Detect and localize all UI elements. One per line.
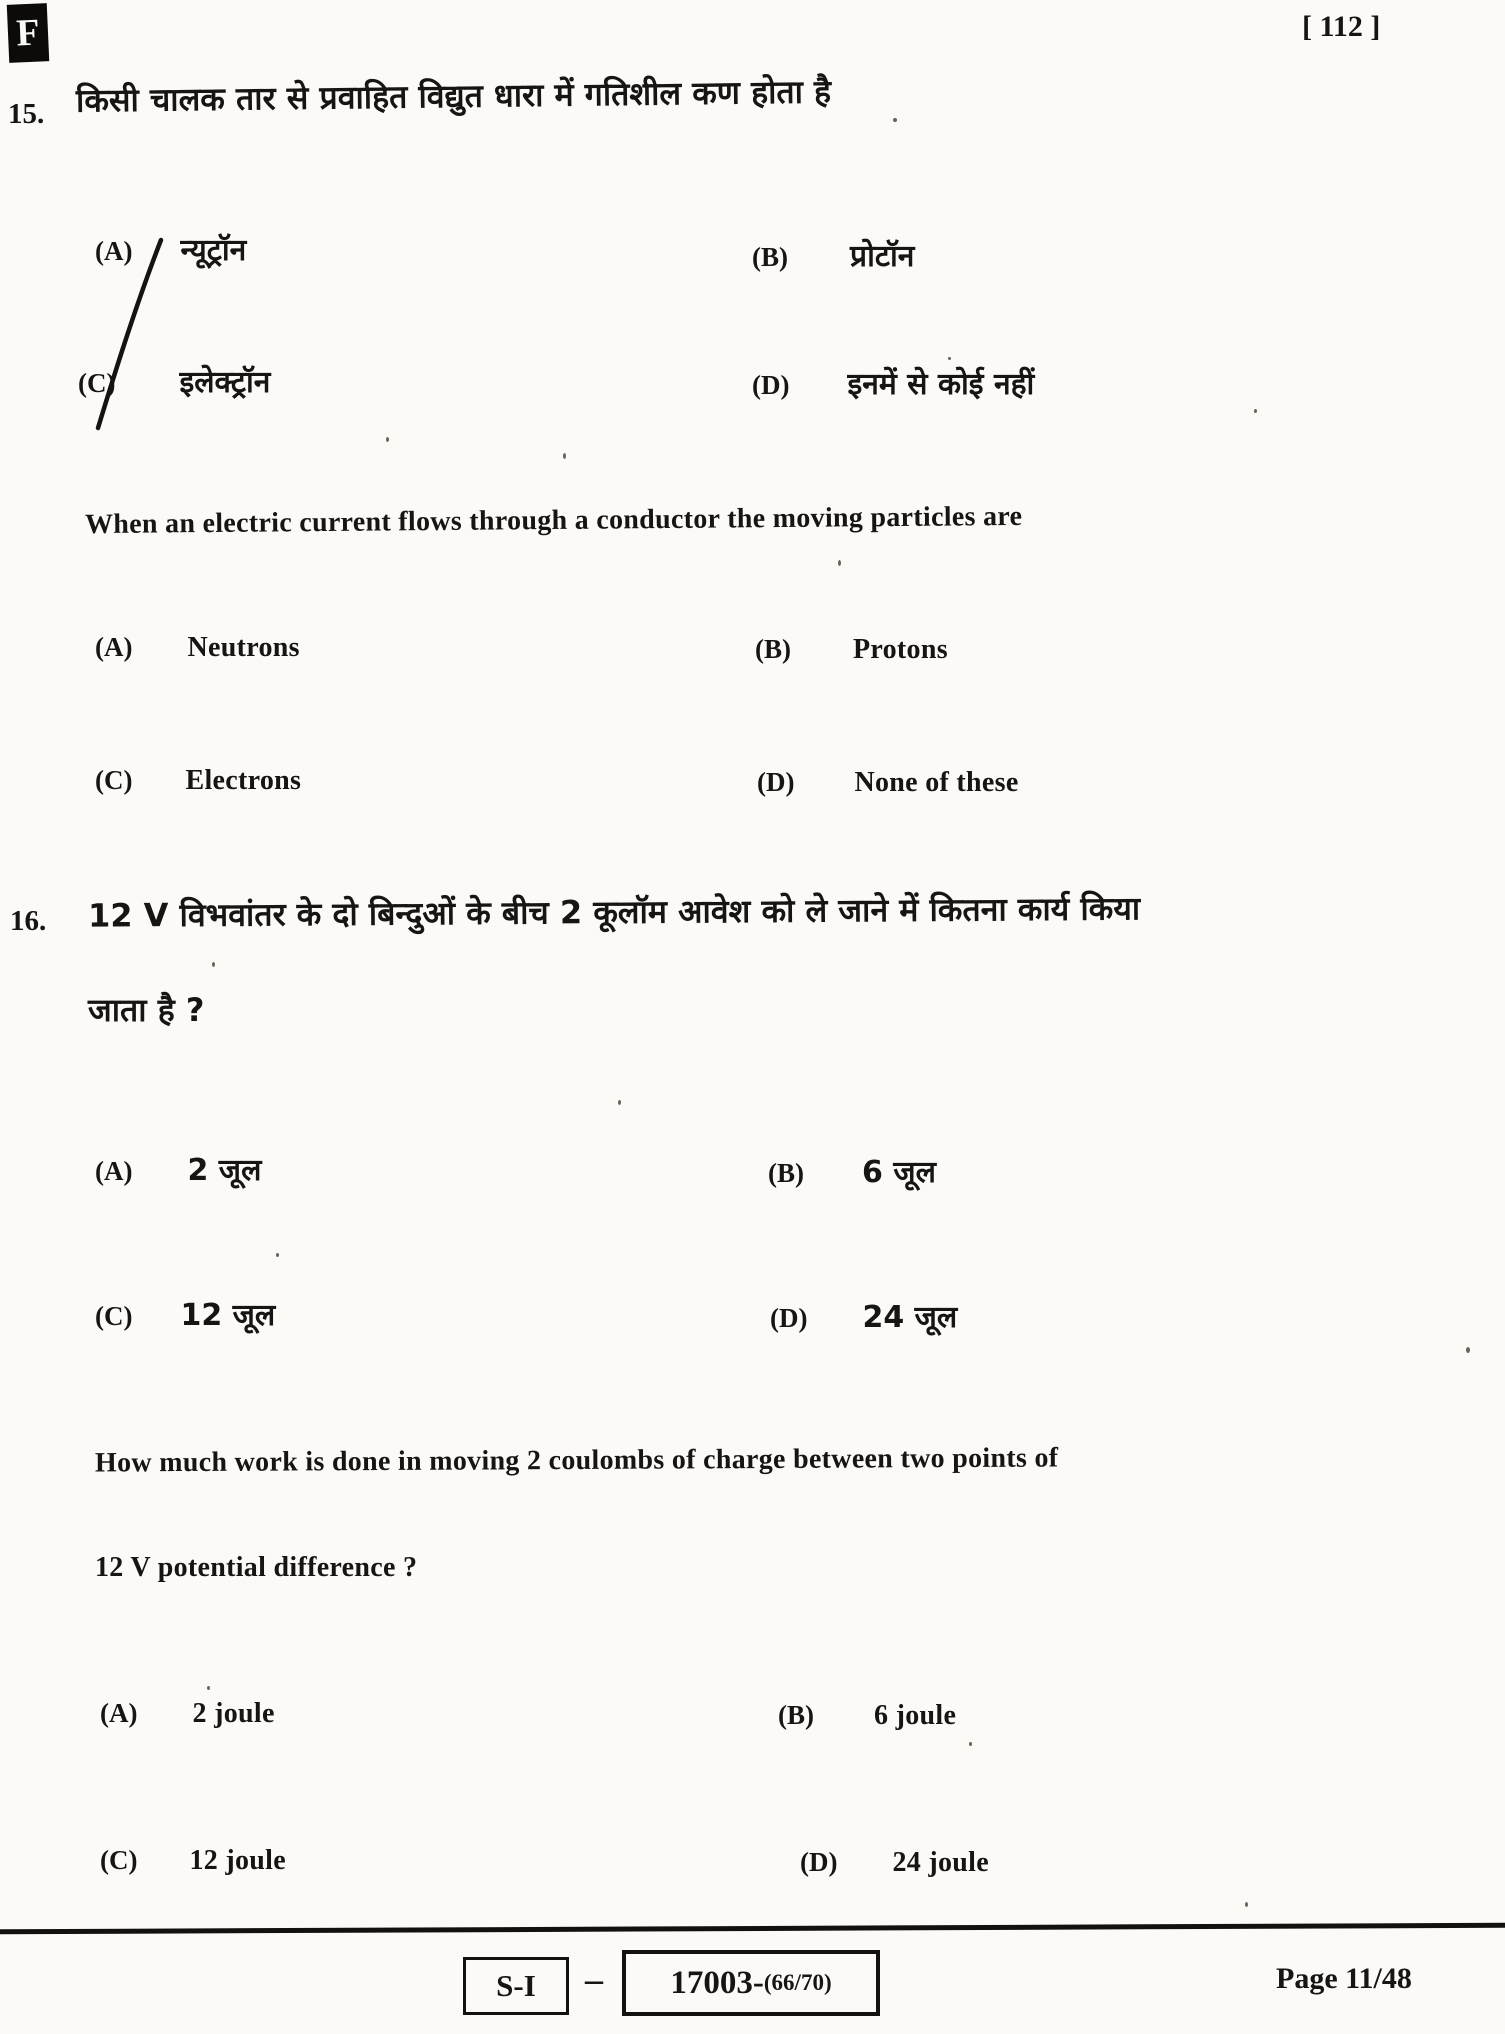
scan-speck <box>563 453 566 459</box>
option-b-label: (B) <box>752 242 788 272</box>
scan-speck <box>969 1742 972 1746</box>
option-b-text: 6 joule <box>874 1700 957 1731</box>
scan-speck <box>1466 1347 1470 1353</box>
option-a-text: न्यूट्रॉन <box>180 233 247 268</box>
q16-english-option-c <box>100 1845 286 1877</box>
option-b-label: (B) <box>755 634 791 664</box>
q16-english-option-d <box>800 1847 989 1879</box>
footer-dash: – <box>585 1959 603 1999</box>
question-16-number: 16. <box>10 905 47 937</box>
option-d-text: इनमें से कोई नहीं <box>847 367 1035 402</box>
q15-hindi-option-d <box>752 362 1034 403</box>
booklet-code-box <box>622 1950 880 2016</box>
option-d-label: (D) <box>770 1303 808 1333</box>
footer-page-indicator: Page 11/48 <box>1276 1962 1412 1995</box>
option-c-label: (C) <box>95 1301 133 1331</box>
option-d-text: None of these <box>854 767 1019 798</box>
booklet-code-main: 17003- <box>670 1964 764 2001</box>
q16-hindi-option-a <box>95 1148 261 1189</box>
option-a-label: (A) <box>95 236 133 266</box>
scan-speck <box>618 1100 621 1105</box>
pen-tick-mark <box>60 232 210 432</box>
question-15-number: 15. <box>8 98 45 130</box>
option-a-text: Neutrons <box>187 632 300 663</box>
set-code-text: S-I <box>496 1968 536 2003</box>
q16-hindi-option-b <box>768 1150 936 1191</box>
q16-hindi-option-c <box>95 1293 275 1334</box>
question-16-english-text-line2: 12 V potential difference ? <box>95 1552 418 1583</box>
option-d-text: 24 joule <box>892 1847 989 1878</box>
option-d-text: 24 जूल <box>862 1300 958 1335</box>
option-c-text: 12 joule <box>189 1845 286 1876</box>
option-b-text: 6 जूल <box>862 1155 936 1190</box>
option-b-label: (B) <box>768 1158 804 1188</box>
option-a-label: (A) <box>95 632 133 662</box>
option-b-text: प्रोटॉन <box>850 239 915 274</box>
q16-english-option-a <box>100 1698 275 1730</box>
scan-speck <box>1254 409 1257 413</box>
scan-speck <box>212 962 215 967</box>
scan-speck <box>1245 1902 1248 1907</box>
option-c-text: इलेक्ट्रॉन <box>179 365 271 400</box>
option-c-label: (C) <box>100 1845 138 1875</box>
option-b-text: Protons <box>853 634 948 665</box>
option-c-text: Electrons <box>185 765 302 796</box>
scan-speck <box>948 357 951 360</box>
option-d-label: (D) <box>752 370 790 400</box>
question-16-hindi-text-line2: जाता है ? <box>88 991 205 1029</box>
question-15-english-text: When an electric current flows through a conductor the moving particles are <box>84 500 1023 541</box>
option-a-label: (A) <box>95 1156 133 1186</box>
option-a-text: 2 जूल <box>187 1153 262 1188</box>
form-code-badge <box>7 3 49 63</box>
scan-speck <box>893 118 897 122</box>
q16-hindi-option-d <box>770 1295 957 1336</box>
option-c-label: (C) <box>78 368 116 398</box>
scan-speck <box>838 560 841 566</box>
q15-english-option-a <box>95 632 300 664</box>
q15-hindi-option-b <box>752 234 914 275</box>
option-c-text: 12 जूल <box>180 1298 276 1333</box>
question-16-hindi-text-line1: 12 V विभवांतर के दो बिन्दुओं के बीच 2 कूलॉम आवेश को ले जाने में कितना कार्य किया <box>87 889 1141 935</box>
scan-speck <box>207 1686 210 1690</box>
header-page-number: [ 112 ] <box>1302 10 1381 43</box>
option-b-label: (B) <box>778 1700 814 1730</box>
form-code-letter: F <box>15 11 41 55</box>
option-a-label: (A) <box>100 1698 138 1728</box>
set-code-box <box>463 1957 569 2015</box>
option-a-text: 2 joule <box>192 1698 275 1729</box>
q15-english-option-c <box>95 765 301 797</box>
option-c-label: (C) <box>95 765 133 795</box>
question-16-english-text-line1: How much work is done in moving 2 coulombs of charge between two points of <box>94 1442 1059 1479</box>
question-15-hindi-text: किसी चालक तार से प्रवाहित विद्युत धारा में गतिशील कण होता है <box>75 72 832 120</box>
scan-speck <box>386 437 389 442</box>
q16-english-option-b <box>778 1700 956 1732</box>
q15-english-option-b <box>755 634 948 666</box>
booklet-code-sub: (66/70) <box>763 1970 832 1995</box>
scan-speck <box>276 1253 279 1257</box>
q15-english-option-d <box>757 767 1019 799</box>
option-d-label: (D) <box>800 1847 838 1877</box>
option-d-label: (D) <box>757 767 795 797</box>
footer-divider-line <box>0 1923 1505 1935</box>
